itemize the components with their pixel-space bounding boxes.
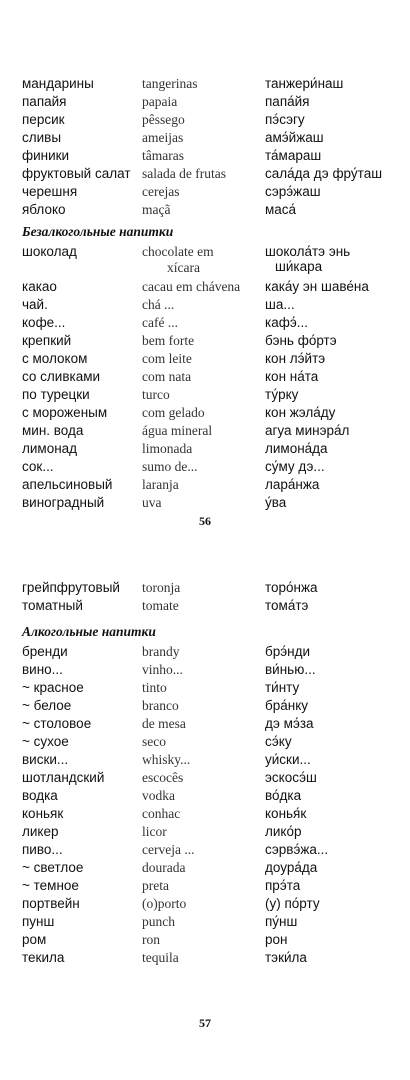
portuguese-term: tequila [142, 950, 179, 965]
portuguese-term-continuation: xícara [167, 260, 200, 275]
list-item [22, 459, 402, 477]
transcription: танжери́наш [265, 76, 344, 91]
portuguese-term: cacau em chávena [142, 279, 241, 294]
portuguese-term: brandy [142, 644, 180, 659]
transcription: агуа минэра́л [265, 423, 350, 438]
transcription: пэ́сэгу [265, 112, 305, 127]
list-item [22, 315, 402, 333]
portuguese-term: punch [142, 914, 175, 929]
transcription: торо́нжа [265, 580, 318, 595]
russian-term: сок... [22, 459, 54, 474]
list-item [22, 878, 402, 896]
russian-term: ~ темное [22, 878, 79, 893]
russian-term: пиво... [22, 842, 63, 857]
transcription: ти́нту [265, 680, 300, 695]
russian-term: коньяк [22, 806, 64, 821]
transcription: дэ мэ́за [265, 716, 314, 731]
russian-term: чай. [22, 297, 48, 312]
transcription: кон лэ́йтэ [265, 351, 326, 366]
juices-list [22, 580, 402, 616]
russian-term: фруктовый салат [22, 166, 131, 181]
russian-term: папайя [22, 94, 67, 109]
list-item [22, 662, 402, 680]
transcription: эскосэ́ш [265, 770, 317, 785]
portuguese-term: salada de frutas [142, 166, 226, 181]
list-item [22, 680, 402, 698]
russian-term: пунш [22, 914, 55, 929]
transcription: папа́йя [265, 94, 310, 109]
transcription: ви́нью... [265, 662, 316, 677]
list-item [22, 76, 402, 94]
portuguese-term: chá ... [142, 297, 175, 312]
transcription: (у) по́рту [265, 896, 320, 911]
portuguese-term: escocês [142, 770, 184, 785]
transcription: ту́рку [265, 387, 299, 402]
russian-term: водка [22, 788, 58, 803]
russian-term: томатный [22, 598, 83, 613]
transcription: во́дка [265, 788, 302, 803]
transcription: бра́нку [265, 698, 309, 713]
portuguese-term: com nata [142, 369, 192, 384]
portuguese-term: sumo de... [142, 459, 198, 474]
list-item [22, 842, 402, 860]
portuguese-term: bem forte [142, 333, 195, 348]
transcription: рон [265, 932, 288, 947]
list-item [22, 166, 402, 184]
transcription: сэрвэ́жа... [265, 842, 329, 857]
russian-term: по турецки [22, 387, 90, 402]
list-item [22, 202, 402, 220]
portuguese-term: uva [142, 495, 162, 510]
russian-term: ром [22, 932, 47, 947]
russian-term: портвейн [22, 896, 80, 911]
russian-term: бренди [22, 644, 68, 659]
transcription: кака́у эн шаве́на [265, 279, 369, 294]
russian-term: какао [22, 279, 57, 294]
portuguese-term: dourada [142, 860, 186, 875]
russian-term: крепкий [22, 333, 72, 348]
transcription: кафэ́... [265, 315, 308, 330]
portuguese-term: conhac [142, 806, 181, 821]
russian-term: мин. вода [22, 423, 84, 438]
russian-term: черешня [22, 184, 78, 199]
portuguese-term: turco [142, 387, 170, 402]
russian-term: виски... [22, 752, 69, 767]
transcription: ша... [265, 297, 295, 312]
list-item [22, 130, 402, 148]
portuguese-term: branco [142, 698, 179, 713]
list-item [22, 148, 402, 166]
portuguese-term: limonada [142, 441, 193, 456]
list-item [22, 112, 402, 130]
russian-term: виноградный [22, 495, 105, 510]
portuguese-term: laranja [142, 477, 179, 492]
russian-term: шотландский [22, 770, 105, 785]
transcription: лико́р [265, 824, 302, 839]
list-item [22, 806, 402, 824]
portuguese-term: com gelado [142, 405, 205, 420]
list-item [22, 914, 402, 932]
list-item [22, 244, 402, 279]
list-item [22, 405, 402, 423]
transcription: прэ́та [265, 878, 301, 893]
fruits-list [22, 76, 402, 220]
russian-term: текила [22, 950, 65, 965]
portuguese-term: de mesa [142, 716, 186, 731]
russian-term: грейпфрутовый [22, 580, 120, 595]
portuguese-term: whisky... [142, 752, 191, 767]
list-item [22, 716, 402, 734]
portuguese-term: tinto [142, 680, 167, 695]
list-item [22, 770, 402, 788]
russian-term: кофе... [22, 315, 66, 330]
transcription: лара́нжа [265, 477, 320, 492]
russian-term: финики [22, 148, 70, 163]
list-item [22, 580, 402, 598]
portuguese-term: papaia [142, 94, 178, 109]
list-item [22, 896, 402, 914]
transcription [265, 244, 402, 274]
list-item [22, 788, 402, 806]
transcription: сэрэ́жаш [265, 184, 321, 199]
russian-term: с мороженым [22, 405, 108, 420]
transcription: пу́нш [265, 914, 298, 929]
list-item [22, 752, 402, 770]
list-item [22, 932, 402, 950]
transcription: лимона́да [265, 441, 328, 456]
list-item [22, 734, 402, 752]
transcription: сала́да дэ фру́таш [265, 166, 383, 181]
portuguese-term: seco [142, 734, 166, 749]
list-item [22, 441, 402, 459]
transcription: у́ва [265, 495, 287, 510]
list-item [22, 950, 402, 968]
list-item [22, 369, 402, 387]
russian-term: ~ красное [22, 680, 84, 695]
russian-term: ~ сухое [22, 734, 69, 749]
russian-term: яблоко [22, 202, 66, 217]
russian-term: вино... [22, 662, 63, 677]
russian-term: ликер [22, 824, 59, 839]
transcription: та́мараш [265, 148, 322, 163]
list-item [22, 423, 402, 441]
list-item [22, 297, 402, 315]
transcription-continuation: ши́кара [275, 259, 323, 274]
portuguese-term-line: chocolate em [142, 244, 214, 259]
russian-term: апельсиновый [22, 477, 113, 492]
list-item [22, 333, 402, 351]
russian-term: ~ светлое [22, 860, 84, 875]
portuguese-term: café ... [142, 315, 178, 330]
portuguese-term: vinho... [142, 662, 183, 677]
portuguese-term: tâmaras [142, 148, 184, 163]
portuguese-term: água mineral [142, 423, 213, 438]
russian-term: ~ белое [22, 698, 72, 713]
portuguese-term: cerejas [142, 184, 180, 199]
portuguese-term: toronja [142, 580, 181, 595]
transcription: бэнь фо́ртэ [265, 333, 337, 348]
list-item [22, 387, 402, 405]
transcription: маса́ [265, 202, 297, 217]
russian-term: сливы [22, 130, 62, 145]
soft-drinks-list [22, 244, 402, 513]
section-heading: Алкогольные напитки [22, 624, 156, 639]
russian-term: ~ столовое [22, 716, 92, 731]
list-item [22, 94, 402, 112]
russian-term: шоколад [22, 244, 77, 259]
portuguese-term: (o)porto [142, 896, 187, 911]
list-item [22, 860, 402, 878]
alcohol-list [22, 644, 402, 968]
page-number: 57 [199, 1016, 211, 1030]
section-heading: Безалкогольные напитки [22, 224, 174, 239]
list-item [22, 824, 402, 842]
list-item [22, 644, 402, 662]
list-item [22, 184, 402, 202]
russian-term: персик [22, 112, 65, 127]
transcription: тома́тэ [265, 598, 309, 613]
transcription: кон на́та [265, 369, 319, 384]
page-number: 56 [199, 514, 211, 528]
transcription: уи́ски... [265, 752, 311, 767]
portuguese-term: maçã [142, 202, 171, 217]
portuguese-term: ron [142, 932, 160, 947]
list-item [22, 698, 402, 716]
portuguese-term [142, 244, 265, 276]
portuguese-term: com leite [142, 351, 192, 366]
russian-term: со сливками [22, 369, 101, 384]
portuguese-term: tangerinas [142, 76, 198, 91]
transcription: сэ́ку [265, 734, 292, 749]
transcription: тэки́ла [265, 950, 307, 965]
transcription: брэ́нди [265, 644, 311, 659]
portuguese-term: vodka [142, 788, 175, 803]
list-item [22, 351, 402, 369]
list-item [22, 279, 402, 297]
portuguese-term: pêssego [142, 112, 185, 127]
list-item [22, 495, 402, 513]
russian-term: лимонад [22, 441, 78, 456]
portuguese-term: licor [142, 824, 167, 839]
transcription: доура́да [265, 860, 318, 875]
transcription: амэ́йжаш [265, 130, 324, 145]
transcription: кон жэла́ду [265, 405, 336, 420]
portuguese-term: ameijas [142, 130, 184, 145]
list-item [22, 477, 402, 495]
russian-term: с молоком [22, 351, 88, 366]
transcription: конья́к [265, 806, 307, 821]
portuguese-term: preta [142, 878, 169, 893]
transcription: су́му дэ... [265, 459, 325, 474]
list-item [22, 598, 402, 616]
russian-term: мандарины [22, 76, 94, 91]
portuguese-term: tomate [142, 598, 179, 613]
portuguese-term: cerveja ... [142, 842, 195, 857]
transcription-line: шокола́тэ энь [265, 244, 351, 259]
